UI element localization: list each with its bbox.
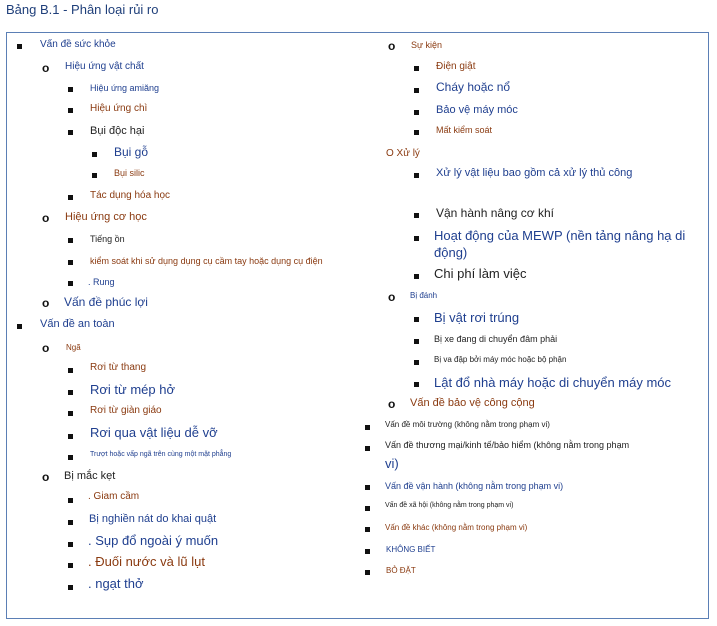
list-item: Hiệu ứng vật chất xyxy=(65,61,144,72)
list-item: Trượt hoặc vấp ngã trên cùng một mặt phẳng xyxy=(90,451,232,458)
circle-bullet-icon: o xyxy=(388,39,396,53)
bullet-icon xyxy=(414,234,419,243)
list-item: Vấn đề xã hội (không nằm trong phạm vi) xyxy=(385,502,514,509)
bullet-icon xyxy=(414,86,419,95)
bullet-icon xyxy=(365,568,370,577)
bullet-icon xyxy=(414,315,419,324)
list-item: Bị va đập bởi máy móc hoặc bộ phận xyxy=(434,355,567,364)
bullet-icon xyxy=(414,108,419,117)
bullet-icon xyxy=(414,128,419,137)
list-item: vi) xyxy=(385,456,399,471)
list-item: Điện giật xyxy=(436,61,476,72)
list-item: Hiệu ứng amiăng xyxy=(90,83,160,93)
bullet-icon xyxy=(68,432,73,441)
list-item: . Sụp đổ ngoài ý muốn xyxy=(88,533,219,548)
list-item: Cháy hoặc nổ xyxy=(436,80,511,94)
list-item: Bụi silic xyxy=(114,168,145,178)
bullet-icon xyxy=(92,150,97,159)
list-item: Mất kiểm soát xyxy=(436,125,493,135)
bullet-icon xyxy=(414,272,419,281)
bullet-icon xyxy=(414,380,419,389)
list-item: Vấn đề thương mại/kinh tế/bảo hiểm (không nằm trong phạm xyxy=(385,440,630,450)
bullet-icon xyxy=(414,64,419,73)
bullet-icon xyxy=(68,518,73,527)
list-item: Bị mắc kẹt xyxy=(64,470,116,482)
table-title: Bảng B.1 - Phân loại rủi ro xyxy=(6,2,159,17)
bullet-icon xyxy=(68,128,73,137)
circle-bullet-icon: o xyxy=(42,341,50,355)
bullet-icon xyxy=(68,409,73,418)
bullet-icon xyxy=(68,388,73,397)
bullet-icon xyxy=(68,561,73,570)
bullet-icon xyxy=(68,85,73,94)
bullet-icon xyxy=(365,525,370,534)
list-item: Rơi qua vật liệu dễ vỡ xyxy=(90,425,218,440)
list-item: Ngã xyxy=(66,343,81,352)
list-item: Bị đánh xyxy=(410,291,438,300)
list-item: Bảo vệ máy móc xyxy=(436,104,518,116)
list-item: Bị xe đang di chuyển đâm phải xyxy=(434,334,558,344)
list-item: Vấn đề vận hành (không nằm trong phạm vi) xyxy=(385,481,564,491)
bullet-icon xyxy=(68,106,73,115)
list-item: Hoạt động của MEWP (nền tảng nâng hạ di xyxy=(434,228,686,243)
bullet-icon xyxy=(68,540,73,549)
bullet-icon xyxy=(68,453,73,462)
list-item: . ngạt thở xyxy=(88,576,144,591)
bullet-icon xyxy=(92,171,97,180)
list-item: Tiếng ồn xyxy=(90,234,125,244)
list-item: Vấn đề phúc lợi xyxy=(64,295,148,309)
circle-bullet-icon: o xyxy=(42,61,50,75)
list-item: BỎ ĐẶT xyxy=(386,566,416,575)
bullet-icon xyxy=(414,337,419,346)
bullet-icon xyxy=(68,496,73,505)
list-item: Bị nghiền nát do khai quật xyxy=(89,513,217,525)
list-item: Vấn đề an toàn xyxy=(40,318,115,330)
circle-bullet-icon: o xyxy=(42,211,50,225)
list-item: Hiệu ứng chì xyxy=(90,103,148,114)
list-item: O Xử lý xyxy=(386,148,420,159)
bullet-icon xyxy=(17,322,22,331)
bullet-icon xyxy=(365,444,370,453)
list-item: Xử lý vật liệu bao gồm cả xử lý thủ công xyxy=(436,167,633,179)
list-item: . Rung xyxy=(88,277,115,287)
list-item: Sự kiện xyxy=(411,40,443,50)
list-item: Chi phí làm việc xyxy=(434,266,527,281)
bullet-icon xyxy=(68,366,73,375)
bullet-icon xyxy=(68,193,73,202)
list-item: KHÔNG BIẾT xyxy=(386,545,436,554)
bullet-icon xyxy=(365,504,370,513)
list-item: Vấn đề khác (không nằm trong phạm vi) xyxy=(385,523,528,532)
bullet-icon xyxy=(365,547,370,556)
bullet-icon xyxy=(414,211,419,220)
list-item: . Đuối nước và lũ lụt xyxy=(88,554,205,569)
list-item: kiểm soát khi sử dụng dụng cụ cầm tay hoặc dụng cụ điện xyxy=(90,256,323,266)
list-item: Bụi độc hại xyxy=(90,125,145,137)
bullet-icon xyxy=(68,258,73,267)
circle-bullet-icon: o xyxy=(42,470,50,484)
list-item: Vận hành nâng cơ khí xyxy=(436,206,554,220)
bullet-icon xyxy=(365,423,370,432)
circle-bullet-icon: o xyxy=(388,290,396,304)
list-item: Bị vật rơi trúng xyxy=(434,310,520,325)
list-item: Rơi từ mép hở xyxy=(90,382,175,397)
list-item: Vấn đề môi trường (không nằm trong phạm vi) xyxy=(385,420,550,429)
list-item: động) xyxy=(434,245,468,260)
bullet-icon xyxy=(414,171,419,180)
list-item: Rơi từ thang xyxy=(90,362,147,373)
bullet-icon xyxy=(68,236,73,245)
bullet-icon xyxy=(17,42,22,51)
bullet-icon xyxy=(365,483,370,492)
list-item: . Giam cầm xyxy=(88,491,140,502)
list-item: Vấn đề sức khỏe xyxy=(40,39,116,50)
bullet-icon xyxy=(68,279,73,288)
list-item: Tác dụng hóa học xyxy=(90,190,171,201)
circle-bullet-icon: o xyxy=(42,296,50,310)
bullet-icon xyxy=(68,583,73,592)
list-item: Bụi gỗ xyxy=(114,145,149,159)
list-item: Rơi từ giàn giáo xyxy=(90,405,162,416)
list-item: Vấn đề bảo vệ công cộng xyxy=(410,397,535,409)
list-item: Lật đổ nhà máy hoặc di chuyển máy móc xyxy=(434,375,672,390)
bullet-icon xyxy=(414,358,419,367)
list-item: Hiệu ứng cơ học xyxy=(65,211,147,223)
circle-bullet-icon: o xyxy=(388,397,396,411)
